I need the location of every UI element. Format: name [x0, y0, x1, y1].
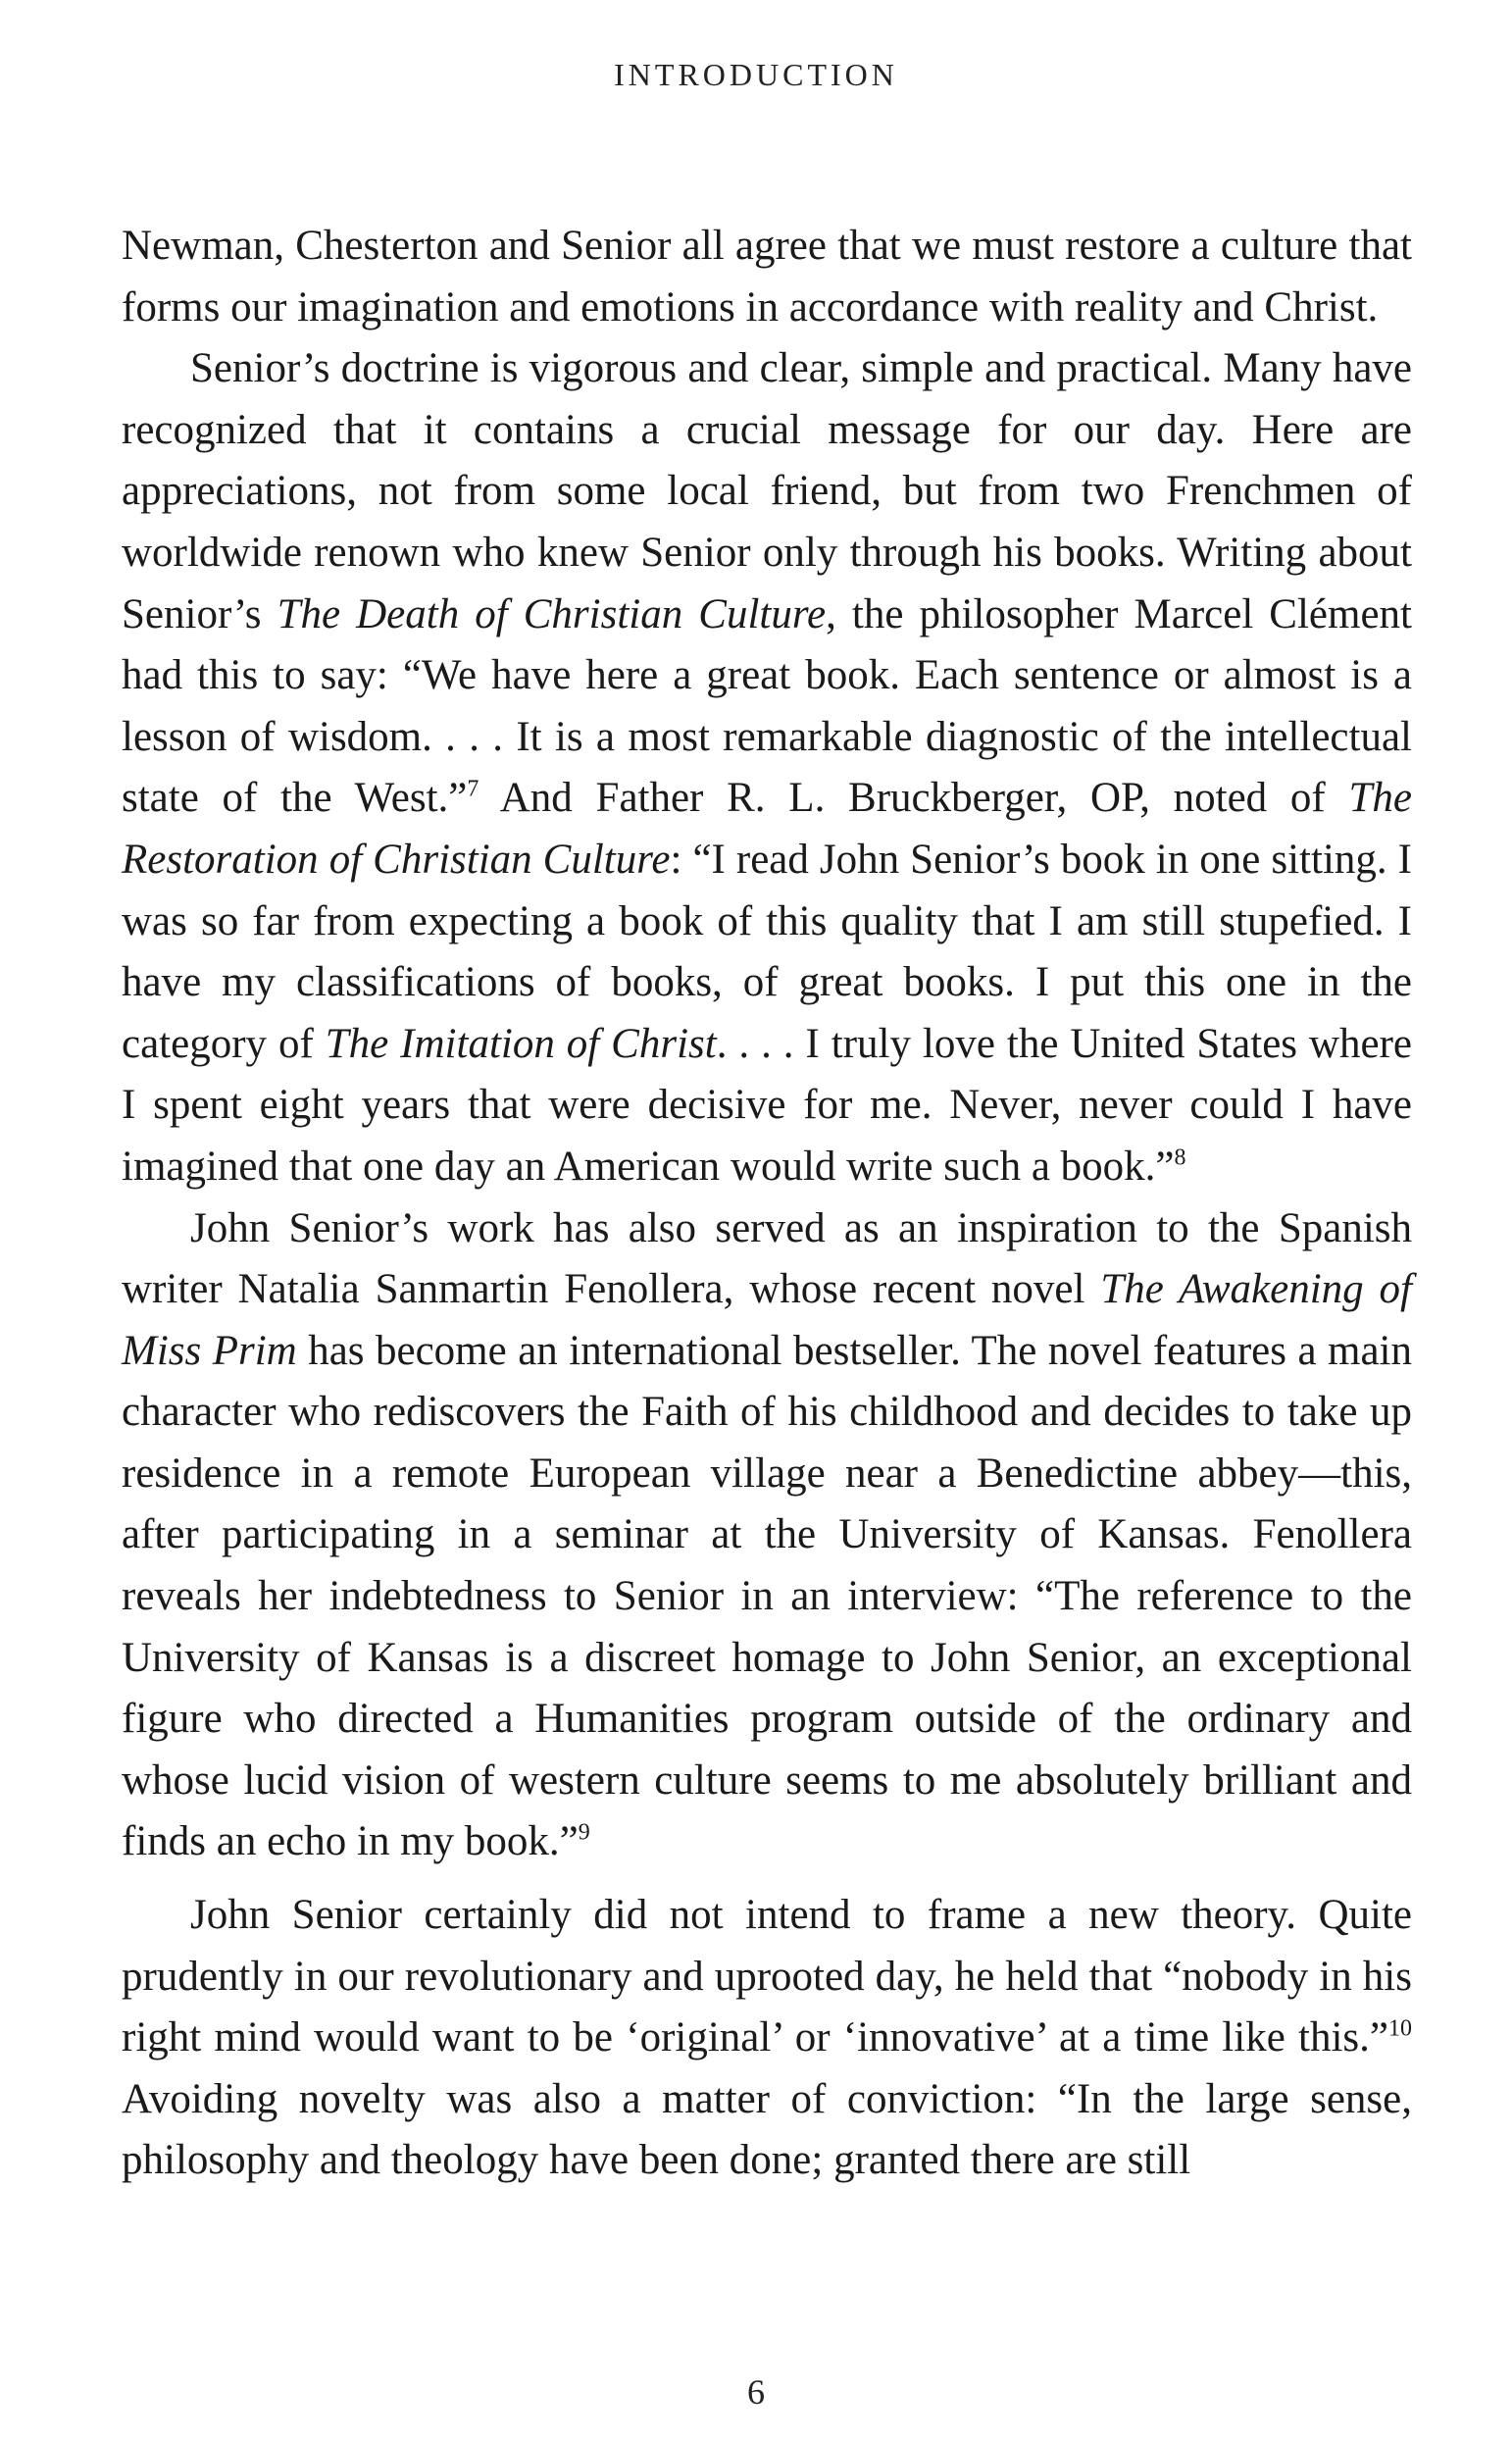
book-title: The Imitation of Christ — [325, 1020, 717, 1067]
paragraph — [122, 216, 1412, 338]
running-head: INTRODUCTION — [614, 57, 898, 92]
footnote-marker: 7 — [467, 777, 479, 803]
footnote-marker: 10 — [1388, 2015, 1412, 2042]
book-title: The Death of Christian Culture — [277, 590, 827, 637]
paragraph — [122, 338, 1412, 1197]
text-run: Senior’s doctrine is vigorous and clear, simple and practical. Many have recognized that it contains a crucial message for our day. Here are appreciations, not from some local friend, but from two Frenchmen of worldwide renown who knew Senior only through his books. Writing about Senior’s — [122, 345, 1412, 637]
text-run: : “I read John Senior’s book in one sitting. I was so far from expecting a book of this quality that I am still stupefied. I have my classifications of books, of great books. I put this one in the category of — [122, 836, 1412, 1067]
footnote-marker: 9 — [578, 1820, 590, 1847]
text-run: And Father R. L. Bruckberger, OP, noted of — [479, 775, 1349, 822]
text-run: has become an international bestseller. The novel features a main character who rediscovers the Faith of his childhood and decides to take up residence in a remote European village near a Benedictine abbey—this, after participating in a seminar at the University of Kansas. Fenollera reveals her indebtedness to Senior in an interview: “The reference to the University of Kansas is a discreet homage to John Senior, an exceptional figure who directed a Humanities program outside of the ordinary and whose lucid vision of western culture seems to me absolutely brilliant and finds an echo in my book.” — [122, 1327, 1412, 1865]
text-run: John Senior certainly did not intend to frame a new theory. Quite prudently in our revolutionary and uprooted day, he held that “nobody in his right mind would want to be ‘original’ or ‘innovative’ at a time like this.” — [122, 1892, 1412, 2061]
page-number: 6 — [747, 2372, 765, 2412]
paragraph — [122, 1198, 1412, 1874]
paragraph — [122, 1885, 1412, 2192]
text-run: Newman, Chesterton and Senior all agree that we must restore a culture that forms our imagination and emotions in accordance with reality and Christ. — [122, 223, 1412, 331]
book-title: The Restoration of Christian Culture — [122, 775, 1412, 883]
text-run: . . . . I truly love the United States where I spent eight years that were decisive for me. Never, never could I have imagined that one day an American would write such a book.” — [122, 1020, 1413, 1190]
text-run: , the philosopher Marcel Clément had this to say: “We have here a great book. Each sentence or almost is a lesson of wisdom. . . . It is a most remarkable diagnostic of the intellectual state of the West.” — [122, 590, 1413, 822]
text-run: Avoiding novelty was also a matter of conviction: “In the large sense, philosophy and theology have been done; granted there are still — [122, 2075, 1412, 2184]
footnote-marker: 8 — [1174, 1145, 1186, 1171]
book-title: The Awakening of Miss Prim — [122, 1266, 1412, 1374]
text-run: John Senior’s work has also served as an inspiration to the Spanish writer Natalia Sanmartin Fenollera, whose recent novel — [122, 1204, 1412, 1313]
body-text — [122, 216, 1412, 2192]
